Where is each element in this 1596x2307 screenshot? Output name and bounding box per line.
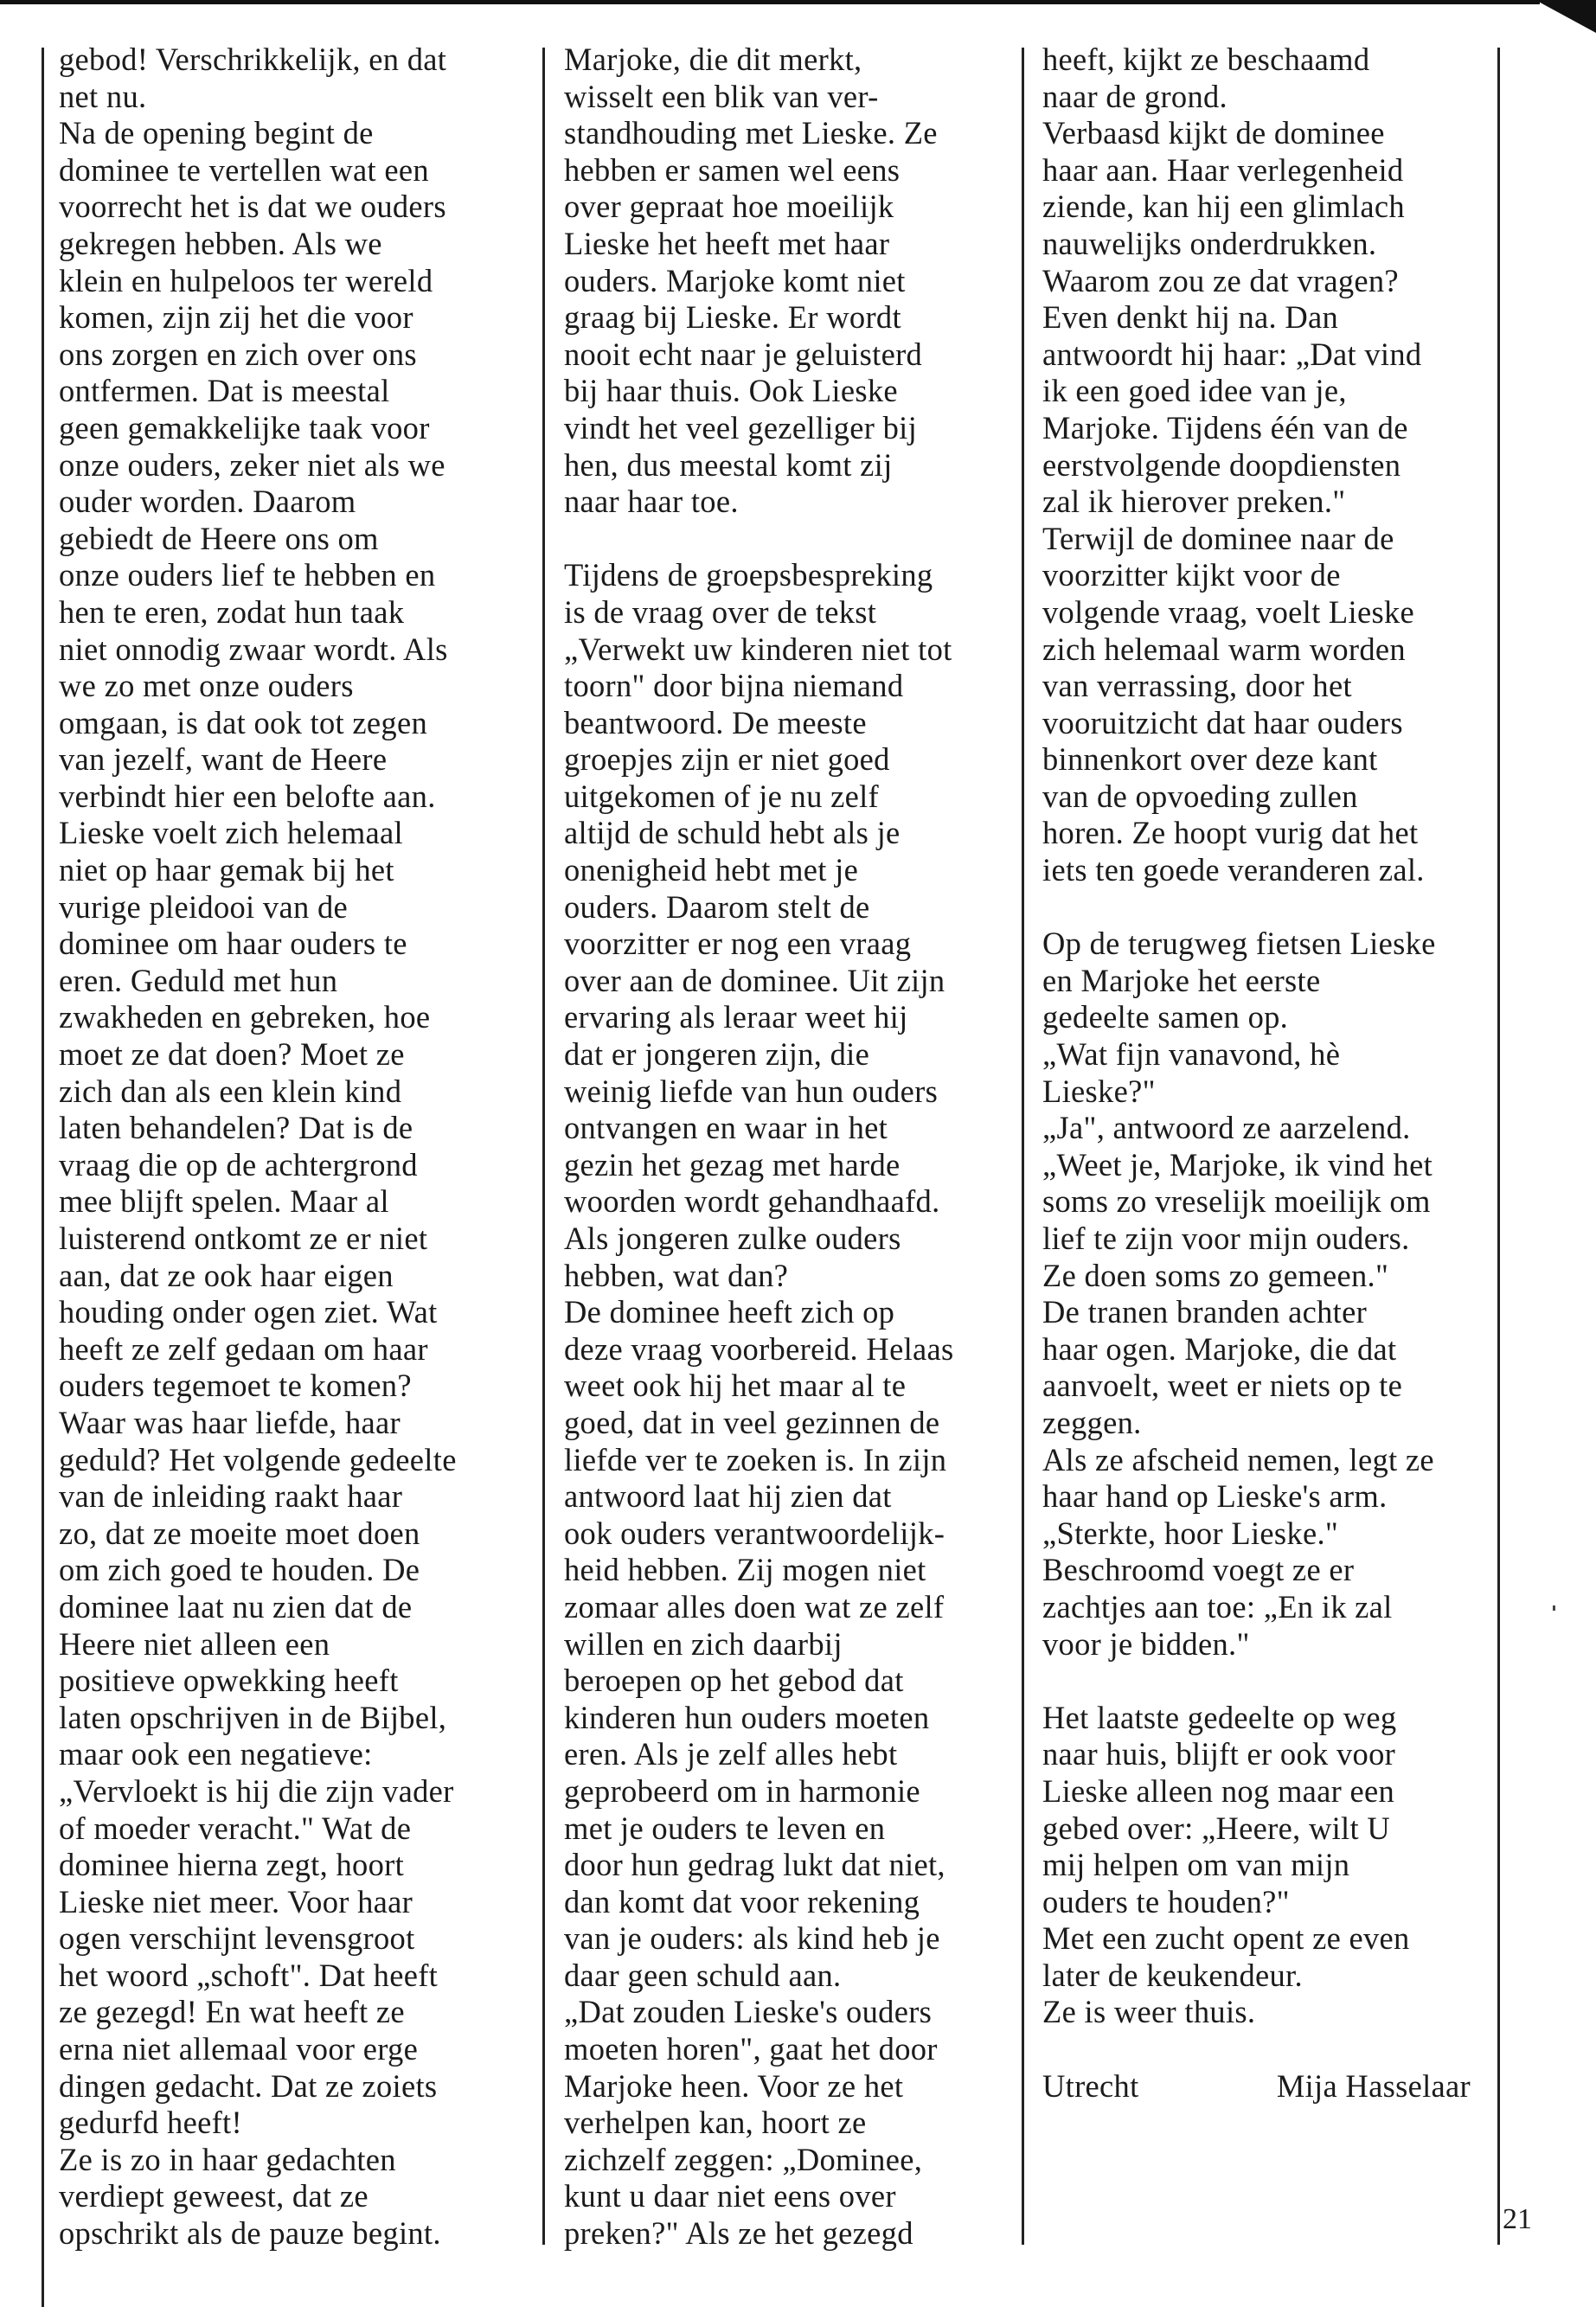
- paragraph: gebod! Verschrikkelijk, en dat net nu. Na de opening begint de dominee te vertellen wat een voorrecht het is dat we ouders gekregen hebben. Als we klein en hulpeloos ter wereld komen, zijn zij het die voor ons zorgen en zich over ons ontfermen. Dat is meestal geen gemakkelijke taak voor onze ouders, zeker niet als we ouder worden. Daarom gebiedt de Heere ons om onze ouders lief te hebben en hen te eren, zodat hun taak niet onnodig zwaar wordt. Als we zo met onze ouders omgaan, is dat ook tot zegen van jezelf, want de Heere verbindt hier een belofte aan. Lieske voelt zich helemaal niet op haar gemak bij het vurige pleidooi van de dominee om haar ouders te eren. Geduld met hun zwakheden en gebreken, hoe moet ze dat doen? Moet ze zich dan als een klein kind laten behandelen? Dat is de vraag die op de achtergrond mee blijft spelen. Maar al luisterend ontkomt ze er niet aan, dat ze ook haar eigen houding onder ogen ziet. Wat heeft ze zelf gedaan om haar ouders tegemoet te komen? Waar was haar liefde, haar geduld? Het volgende gedeelte van de inleiding raakt haar zo, dat ze moeite moet doen om zich goed te houden. De dominee laat nu zien dat de Heere niet alleen een positieve opwekking heeft laten opschrijven in de Bijbel, maar ook een negatieve: „Vervloekt is hij die zijn vader of moeder veracht." Wat de dominee hierna zegt, hoort Lieske niet meer. Voor haar ogen verschijnt levensgroot het woord „schoft". Dat heeft ze gezegd! En wat heeft ze erna niet allemaal voor erge dingen gedacht. Dat ze zoiets gedurfd heeft! Ze is zo in haar gedachten verdiept geweest, dat ze opschrikt als de pauze begint.: [59, 42, 457, 2252]
- page-number: 21: [1503, 2203, 1532, 2235]
- paragraph: heeft, kijkt ze beschaamd naar de grond. Verbaasd kijkt de dominee haar aan. Haar verlegenheid ziende, kan hij een glimlach nauwelijks onderdrukken. Waarom zou ze dat vragen? Even denkt hij na. Dan antwoordt hij haar: „Dat vind ik een goed idee van je, Marjoke. Tijdens één van de eerstvolgende doopdiensten zal ik hierover preken." Terwijl de dominee naar de voorzitter kijkt voor de volgende vraag, voelt Lieske zich helemaal warm worden van verrassing, door het vooruitzicht dat haar ouders binnenkort over deze kant van de opvoeding zullen horen. Ze hoopt vurig dat het iets ten goede veranderen zal.: [1042, 42, 1425, 888]
- text-column-1: [59, 42, 543, 2253]
- text-column-3: [1042, 42, 1527, 2105]
- paragraph: Tijdens de groepsbespreking is de vraag over de tekst „Verwekt uw kinderen niet tot toorn" door bijna niemand beantwoord. De meeste groepjes zijn er niet goed uitgekomen of je nu zelf altijd de schuld hebt als je onenigheid hebt met je ouders. Daarom stelt de voorzitter er nog een vraag over aan de dominee. Uit zijn ervaring als leraar weet hij dat er jongeren zijn, die weinig liefde van hun ouders ontvangen en waar in het gezin het gezag met harde woorden wordt gehandhaafd. Als jongeren zulke ouders hebben, wat dan? De dominee heeft zich op deze vraag voorbereid. Helaas weet ook hij het maar al te goed, dat in veel gezinnen de liefde ver te zoeken is. In zijn antwoord laat hij zien dat ook ouders verantwoordelijk- heid hebben. Zij mogen niet zomaar alles doen wat ze zelf willen en zich daarbij beroepen op het gebod dat kinderen hun ouders moeten eren. Als je zelf alles hebt geprobeerd om in harmonie met je ouders te leven en door hun gedrag lukt dat niet, dan komt dat voor rekening van je ouders: als kind heb je daar geen schuld aan. „Dat zouden Lieske's ouders moeten horen", gaat het door Marjoke heen. Voor ze het verhelpen kan, hoort ze zichzelf zeggen: „Dominee, kunt u daar niet eens over preken?" Als ze het gezegd: [564, 557, 954, 2252]
- paragraph: Op de terugweg fietsen Lieske en Marjoke het eerste gedeelte samen op. „Wat fijn vanavond, hè Lieske?" „Ja", antwoord ze aarzelend. „Weet je, Marjoke, ik vind het soms zo vreselijk moeilijk om lief te zijn voor mijn ouders. Ze doen soms zo gemeen." De tranen branden achter haar ogen. Marjoke, die dat aanvoelt, weet er niets op te zeggen. Als ze afscheid nemen, legt ze haar hand op Lieske's arm. „Sterkte, hoor Lieske." Beschroomd voegt ze er zachtjes aan toe: „En ik zal voor je bidden.": [1042, 926, 1436, 1662]
- text-column-2: [564, 42, 1048, 2253]
- top-rule: [0, 0, 1540, 4]
- column-rule-left: [42, 48, 44, 2307]
- signature: [1042, 2068, 1471, 2105]
- paragraph: Marjoke, die dit merkt, wisselt een blik van ver- standhouding met Lieske. Ze hebben er samen wel eens over gepraat hoe moeilijk Lieske het heeft met haar ouders. Marjoke komt niet graag bij Lieske. Er wordt nooit echt naar je geluisterd bij haar thuis. Ook Lieske vindt het veel gezelliger bij hen, dus meestal komt zij naar haar toe.: [564, 42, 938, 520]
- signature-author: Mija Hasselaar: [1276, 2067, 1471, 2104]
- paragraph: Het laatste gedeelte op weg naar huis, blijft er ook voor Lieske alleen nog maar een gebed over: „Heere, wilt U mij helpen om van mijn ouders te houden?" Met een zucht opent ze even later de keukendeur. Ze is weer thuis.: [1042, 1699, 1410, 2030]
- scan-speck: [1553, 1605, 1555, 1611]
- corner-tab-marker: [1535, 0, 1596, 33]
- signature-place: Utrecht: [1042, 2067, 1139, 2104]
